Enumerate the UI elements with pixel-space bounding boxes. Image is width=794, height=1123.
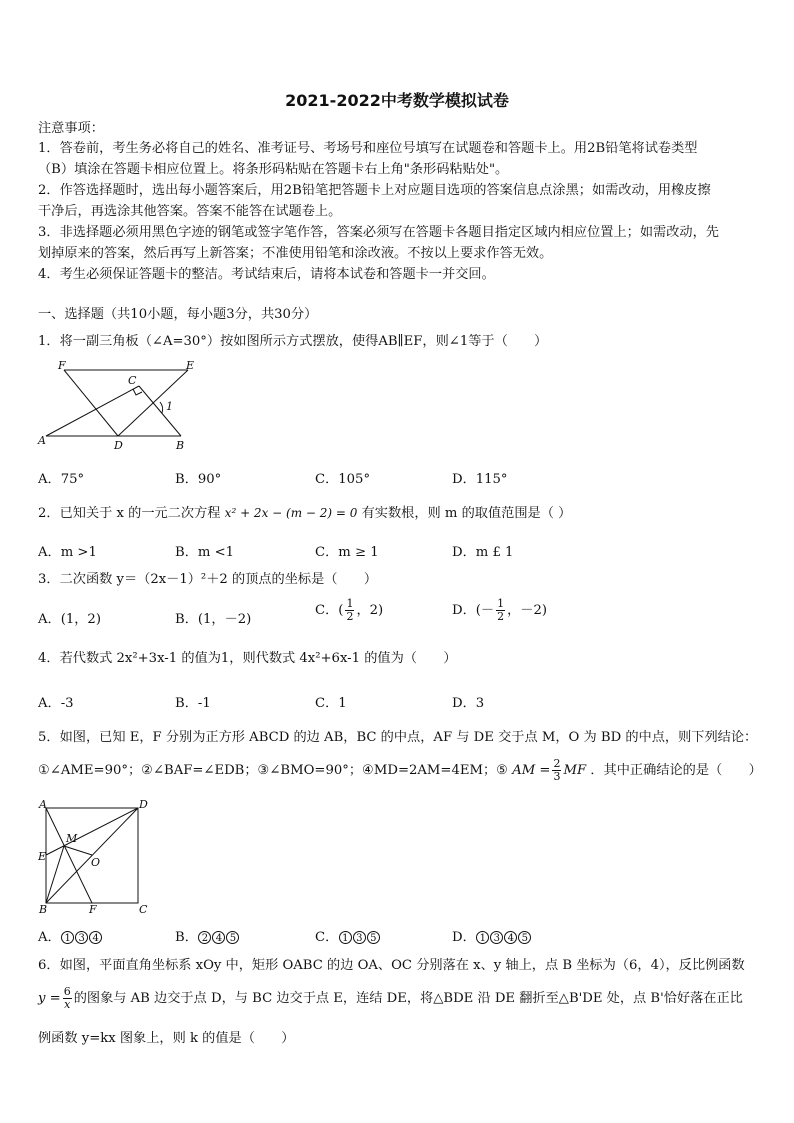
question-5-line2: ①∠AME=90°；②∠BAF=∠EDB；③∠BMO=90°；④MD=2AM=4EM；⑤ AM = $\frac{2}{3}$ MF ．其中正确结论的是（ ） bbox=[38, 757, 762, 783]
question-5-figure bbox=[36, 798, 158, 914]
notice-line: 划掉原来的答案，然后再写上新答案；不准使用铅笔和涂改液。不按以上要求作答无效。 bbox=[38, 246, 553, 261]
right-angle-mark bbox=[133, 389, 142, 395]
label-f: F bbox=[58, 359, 66, 372]
notice-heading: 注意事项： bbox=[38, 121, 104, 136]
segment-cb bbox=[139, 386, 181, 436]
q3-option-c: C．( $\frac{1}{2}$ ，2) bbox=[315, 597, 384, 623]
segment-ac bbox=[46, 386, 139, 436]
fraction: $\frac{1}{2}$ bbox=[497, 597, 505, 623]
q4-option-c: C．1 bbox=[315, 696, 347, 711]
q4-option-d: D．3 bbox=[452, 696, 485, 711]
q5-option-d: D． 1 3 4 5 bbox=[452, 926, 532, 945]
q4-option-a: A．-3 bbox=[38, 696, 74, 711]
notice-line: 1．答卷前，考生务必将自己的姓名、准考证号、考场号和座位号填写在试题卷和答题卡上。用2B铅笔将试卷类型 bbox=[38, 141, 698, 156]
question-5-stem: 5．如图，已知 E，F 分别为正方形 ABCD 的边 AB，BC 的中点，AF 与 DE 交于点 M，O 为 BD 的中点，则下列结论： bbox=[38, 730, 758, 745]
label-d: D bbox=[114, 439, 123, 452]
notice-line: 干净后，再选涂其他答案。答案不能答在试题卷上。 bbox=[38, 204, 342, 219]
label-c: C bbox=[139, 903, 148, 914]
segment-bm bbox=[46, 846, 64, 903]
q1-option-b: B．90° bbox=[175, 472, 222, 487]
notice-line: 3．非选择题必须用黑色字迹的钢笔或签字笔作答，答案必须写在答题卡各题目指定区域内相应位置上；如需改动，先 bbox=[38, 225, 719, 240]
question-4-stem: 4．若代数式 2x²+3x-1 的值为1，则代数式 4x²+6x-1 的值为（ ） bbox=[38, 651, 457, 666]
question-3-stem: 3．二次函数 y＝（2x－1）²＋2 的顶点的坐标是（ ） bbox=[38, 572, 378, 587]
label-e: E bbox=[186, 359, 195, 372]
q2-option-b: B．m <1 bbox=[175, 545, 235, 560]
label-b: B bbox=[176, 439, 185, 452]
label-c: C bbox=[128, 374, 137, 387]
label-a: A bbox=[39, 798, 47, 811]
question-1-stem: 1．将一副三角板（∠A=30°）按如图所示方式摆放，使得AB∥EF，则∠1等于（ ） bbox=[38, 334, 548, 349]
label-m: M bbox=[66, 832, 78, 845]
segment-af bbox=[46, 808, 92, 903]
q3-option-b: B．(1，－2) bbox=[175, 612, 252, 627]
q4-option-b: B．-1 bbox=[175, 696, 211, 711]
segment-fd bbox=[64, 370, 118, 436]
notice-line: 2．作答选择题时，选出每小题答案后，用2B铅笔把答题卡上对应题目选项的答案信息点涂黑；如需改动，用橡皮擦 bbox=[38, 183, 711, 198]
q2-option-a: A．m >1 bbox=[38, 545, 97, 560]
q2-stem-pre: 2．已知关于 x 的一元二次方程 bbox=[38, 506, 221, 521]
section-heading: 一、选择题（共10小题，每小题3分，共30分） bbox=[38, 307, 318, 322]
label-f: F bbox=[89, 903, 97, 914]
notice-line: （B）填涂在答题卡相应位置上。将条形码粘贴在答题卡右上角"条形码粘贴处"。 bbox=[38, 162, 509, 177]
question-6-line2: y = $\frac{6}{x}$ 的图象与 AB 边交于点 D，与 BC 边交于点 E，连结 DE，将△BDE 沿 DE 翻折至△B'DE 处，点 B'恰好落在正比 bbox=[38, 985, 743, 1011]
q5-option-a: A． 1 3 4 bbox=[38, 926, 103, 945]
label-a: A bbox=[38, 434, 46, 447]
q1-option-a: A．75° bbox=[38, 472, 85, 487]
q5-option-b: B． 2 4 5 bbox=[175, 926, 240, 945]
label-angle-1: 1 bbox=[166, 400, 173, 413]
segment-de bbox=[46, 808, 138, 855]
label-o: O bbox=[91, 856, 101, 869]
fraction: $\frac{2}{3}$ bbox=[553, 757, 561, 783]
q1-option-c: C．105° bbox=[315, 472, 371, 487]
notice-line: 4．考生必须保证答题卡的整洁。考试结束后，请将本试卷和答题卡一并交回。 bbox=[38, 267, 495, 282]
q2-option-d: D．m £ 1 bbox=[452, 545, 514, 560]
question-6-line1: 6．如图，平面直角坐标系 xOy 中，矩形 OABC 的边 OA、OC 分别落在 x、y 轴上，点 B 坐标为（6，4），反比例函数 bbox=[38, 958, 745, 973]
label-b: B bbox=[39, 903, 48, 914]
label-d: D bbox=[139, 798, 148, 811]
q2-option-c: C．m ≥ 1 bbox=[315, 545, 379, 560]
question-2-stem bbox=[38, 504, 571, 523]
q2-equation: x² + 2x − (m − 2) = 0 bbox=[224, 506, 358, 520]
fraction: $\frac{1}{2}$ bbox=[346, 597, 354, 623]
question-1-figure bbox=[36, 358, 206, 454]
q5-option-c: C． 1 3 5 bbox=[315, 926, 380, 945]
page-title: 2021-2022中考数学模拟试卷 bbox=[285, 91, 509, 110]
q3-option-a: A．(1，2) bbox=[38, 612, 101, 627]
q3-option-d: D．(－ $\frac{1}{2}$ ，－2) bbox=[452, 597, 548, 623]
q2-stem-post: 有实数根，则 m 的取值范围是（ ） bbox=[361, 506, 572, 521]
label-e: E bbox=[38, 850, 47, 863]
fraction: $\frac{6}{x}$ bbox=[63, 985, 71, 1011]
question-6-line3: 例函数 y=kx 图象上，则 k 的值是（ ） bbox=[38, 1031, 295, 1046]
q1-option-d: D．115° bbox=[452, 472, 508, 487]
